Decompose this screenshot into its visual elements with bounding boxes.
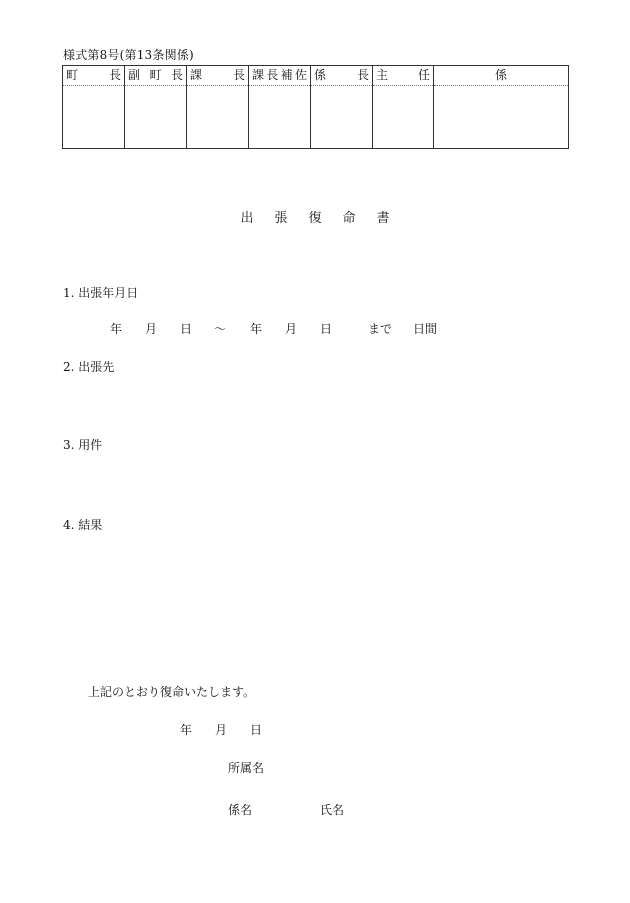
start-day-label: 日 xyxy=(180,322,193,336)
end-month-label: 月 xyxy=(285,322,298,336)
approval-header-mayor xyxy=(63,66,125,86)
trip-date-range xyxy=(0,320,630,336)
approval-header-label: 課 長 補 佐 xyxy=(252,68,307,82)
approval-header-label: 主 任 xyxy=(376,68,430,82)
approval-header-label: 課 長 xyxy=(190,68,245,82)
stamp-box[interactable] xyxy=(434,86,569,149)
section-trip-date: 1. 出張年月日 xyxy=(63,286,139,300)
report-statement: 上記のとおり復命いたします。 xyxy=(88,685,256,699)
signer-line xyxy=(0,801,630,817)
start-year-label: 年 xyxy=(110,322,123,336)
until-label: まで xyxy=(368,322,393,336)
approval-header-label: 係 長 xyxy=(314,68,369,82)
approval-header-assistant-chief xyxy=(249,66,311,86)
report-year-label: 年 xyxy=(180,723,193,737)
report-month-label: 月 xyxy=(215,723,228,737)
position-label: 係名 xyxy=(228,803,253,817)
end-year-label: 年 xyxy=(250,322,263,336)
stamp-box[interactable] xyxy=(311,86,373,149)
days-label: 日間 xyxy=(413,322,438,336)
document-title: 出張復命書 xyxy=(240,211,411,226)
stamp-box[interactable] xyxy=(373,86,434,149)
name-label: 氏名 xyxy=(320,803,345,817)
range-tilde: ～ xyxy=(214,322,227,336)
stamp-box[interactable] xyxy=(63,86,125,149)
approval-header-label: 町 長 xyxy=(66,68,121,82)
approval-header-row xyxy=(63,66,569,86)
end-day-label: 日 xyxy=(320,322,333,336)
stamp-box[interactable] xyxy=(249,86,311,149)
approval-header-supervisor xyxy=(373,66,434,86)
section-destination: 2. 出張先 xyxy=(63,360,115,374)
approval-stamp-table xyxy=(62,65,569,149)
start-month-label: 月 xyxy=(145,322,158,336)
stamp-box[interactable] xyxy=(125,86,187,149)
approval-stamp-row xyxy=(63,86,569,149)
affiliation-label: 所属名 xyxy=(228,761,265,775)
section-result: 4. 結果 xyxy=(63,518,103,532)
form-number-label: 様式第8号(第13条関係) xyxy=(63,48,194,62)
affiliation-line xyxy=(0,759,630,775)
approval-header-staff xyxy=(434,66,569,86)
approval-header-label: 係 xyxy=(494,68,507,82)
approval-header-subsection-chief xyxy=(311,66,373,86)
report-date xyxy=(0,721,630,737)
section-purpose: 3. 用件 xyxy=(63,438,103,452)
approval-header-label: 副 町 長 xyxy=(128,68,183,82)
stamp-box[interactable] xyxy=(187,86,249,149)
approval-header-section-chief xyxy=(187,66,249,86)
report-day-label: 日 xyxy=(250,723,263,737)
approval-header-deputy-mayor xyxy=(125,66,187,86)
